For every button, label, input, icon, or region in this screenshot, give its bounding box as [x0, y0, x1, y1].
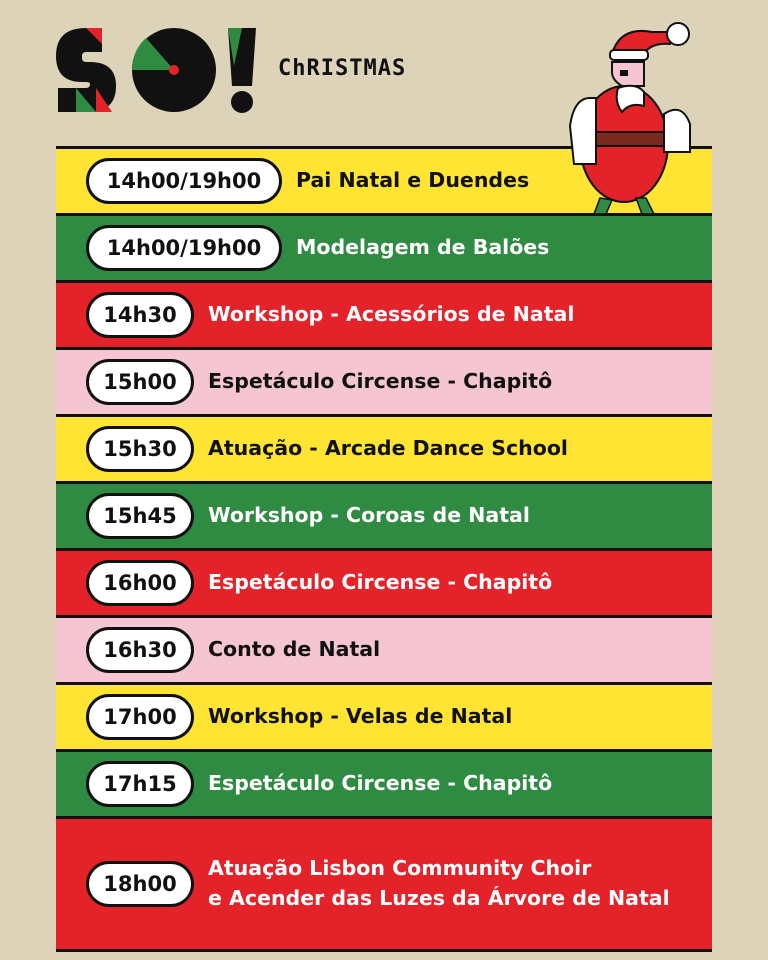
event-title: Workshop - Coroas de Natal: [208, 503, 530, 528]
schedule-row: [56, 283, 712, 350]
schedule-row: [56, 685, 712, 752]
santa-illustration: [560, 14, 700, 214]
event-title: Espetáculo Circense - Chapitô: [208, 570, 553, 595]
event-title: Atuação Lisbon Community Choir: [208, 856, 592, 881]
event-title: Espetáculo Circense - Chapitô: [208, 771, 553, 796]
time-pill: 16h30: [86, 627, 194, 673]
logo-letter-s: [56, 28, 116, 112]
time-pill: 14h30: [86, 292, 194, 338]
time-pill: 14h00/19h00: [86, 225, 282, 271]
schedule-row: [56, 752, 712, 819]
schedule-row: [56, 350, 712, 417]
event-title-line2: e Acender das Luzes da Árvore de Natal: [208, 886, 670, 910]
logo-exclamation: [228, 28, 256, 113]
logo-subtitle: ChRISTMAS: [278, 56, 407, 81]
schedule-row: [56, 618, 712, 685]
time-pill: 18h00: [86, 861, 194, 907]
event-title: Workshop - Acessórios de Natal: [208, 302, 575, 327]
time-pill: 15h45: [86, 493, 194, 539]
time-pill: 15h00: [86, 359, 194, 405]
time-pill: 16h00: [86, 560, 194, 606]
logo-letter-o: [132, 28, 216, 112]
schedule-row: [56, 417, 712, 484]
event-title: Workshop - Velas de Natal: [208, 704, 513, 729]
event-title: Conto de Natal: [208, 637, 381, 662]
time-pill: 14h00/19h00: [86, 158, 282, 204]
schedule-row: [56, 216, 712, 283]
time-pill: 17h00: [86, 694, 194, 740]
schedule-row: [56, 484, 712, 551]
time-pill: 15h30: [86, 426, 194, 472]
event-title: Atuação - Arcade Dance School: [208, 436, 568, 461]
schedule-row: [56, 551, 712, 618]
event-title: Modelagem de Balões: [296, 235, 550, 260]
time-pill: 17h15: [86, 761, 194, 807]
so-logo: [56, 26, 276, 114]
event-title: Espetáculo Circense - Chapitô: [208, 369, 553, 394]
schedule-list: [56, 146, 712, 952]
event-title: Pai Natal e Duendes: [296, 168, 530, 193]
event-title-block: [208, 854, 670, 913]
schedule-row: [56, 819, 712, 949]
